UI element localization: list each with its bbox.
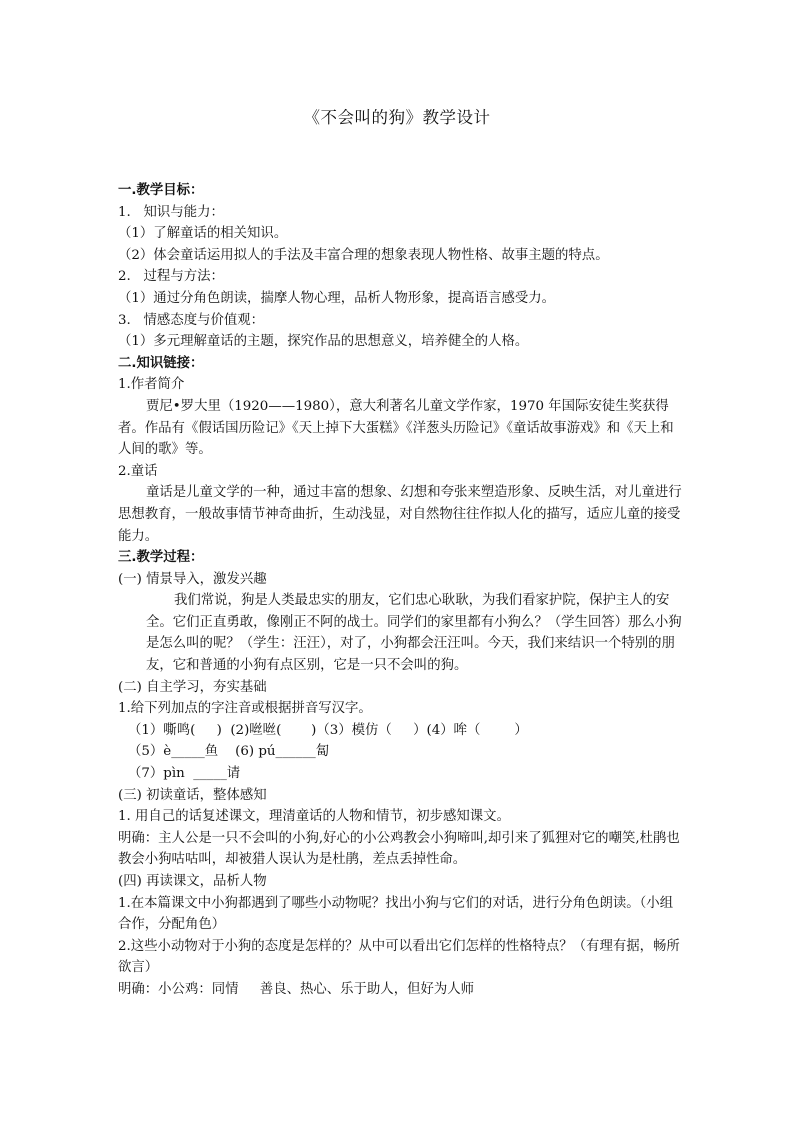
list-item: （1）了解童话的相关知识。 [118, 226, 288, 242]
list-item: 2. 过程与方法： [118, 269, 224, 285]
question: 1.给下列加点的字注音或根据拼音写汉字。 [118, 701, 372, 717]
list-item: 3. 情感态度与价值观： [118, 312, 265, 328]
paragraph: 贾尼•罗大里（1920——1980），意大利著名儿童文学作家，1970 年国际安徒生奖获得者。作品有《假话国历险记》《天上掉下大蛋糕》《洋葱头历险记》《童话故事游戏》和《天上和人间的歌》等。 [118, 398, 674, 458]
section-heading: 一.教学目标： [118, 183, 204, 198]
list-item: （1）通过分角色朗读，揣摩人物心理，品析人物形象，提高语言感受力。 [118, 290, 556, 306]
section-heading: 二.知识链接： [118, 355, 204, 371]
subheading: (一) 情景导入，激发兴趣 [118, 571, 267, 587]
paragraph: 童话是儿童文学的一种，通过丰富的想象、幻想和夸张来塑造形象、反映生活，对儿童进行思想教育，一般故事情节神奇曲折，生动浅显，对自然物往往作拟人化的描写，适应儿童的接受能力。 [118, 485, 682, 544]
paragraph: 我们常说，狗是人类最忠实的朋友，它们忠心耿耿，为我们看家护院，保护主人的安全。它们正直勇敢，像刚正不阿的战士。同学们的家里都有小狗么？（学生回答）那么小狗是怎么叫的呢？（学生：汪汪），对了，小狗都会汪汪叫。今天，我们来结识一个特别的朋友，它和普通的小狗有点区别，它是一只不会叫的狗。 [146, 593, 682, 674]
subheading: (三) 初读童话，整体感知 [118, 787, 267, 803]
question: 2.这些小动物对于小狗的态度是怎样的？从中可以看出它们怎样的性格特点？（有理有据，畅所欲言） [118, 938, 680, 976]
document-body [118, 180, 684, 1001]
subheading: 1.作者简介 [118, 377, 185, 393]
question: 1. 用自己的话复述课文，理清童话的人物和情节，初步感知课文。 [118, 809, 510, 825]
list-item: （2）体会童话运用拟人的手法及丰富合理的想象表现人物性格、故事主题的特点。 [118, 247, 609, 263]
subheading: (四) 再读课文，品析人物 [118, 874, 267, 889]
subheading: 2.童话 [118, 463, 158, 479]
fill-in-line: （7）pìn _____请 [128, 766, 241, 782]
fill-in-line: （1）嘶鸣( ) (2)咝咝( )（3）模仿（ ）(4）哞（ ） [128, 722, 528, 738]
list-item: 1. 知识与能力： [118, 204, 224, 220]
subheading: (二) 自主学习，夯实基础 [118, 679, 267, 695]
question: 1.在本篇课文中小狗都遇到了哪些小动物呢？找出小狗与它们的对话，进行分角色朗读。（小组合作，分配角色） [118, 895, 674, 933]
answer: 明确：小公鸡：同情 善良、热心、乐于助人，但好为人师 [118, 981, 475, 997]
list-item: （1）多元理解童话的主题，探究作品的思想意义，培养健全的人格。 [118, 334, 529, 350]
document-title: 《不会叫的狗》教学设计 [303, 108, 491, 127]
section-heading: 三.教学过程： [118, 550, 204, 566]
fill-in-line: （5）è_____鱼 (6) pú______匐 [128, 744, 330, 760]
answer: 明确：主人公是一只不会叫的小狗,好心的小公鸡教会小狗啼叫,却引来了狐狸对它的嘲笑,杜鹃也教会小狗咕咕叫，却被猎人误认为是杜鹃，差点丢掉性命。 [118, 830, 680, 868]
